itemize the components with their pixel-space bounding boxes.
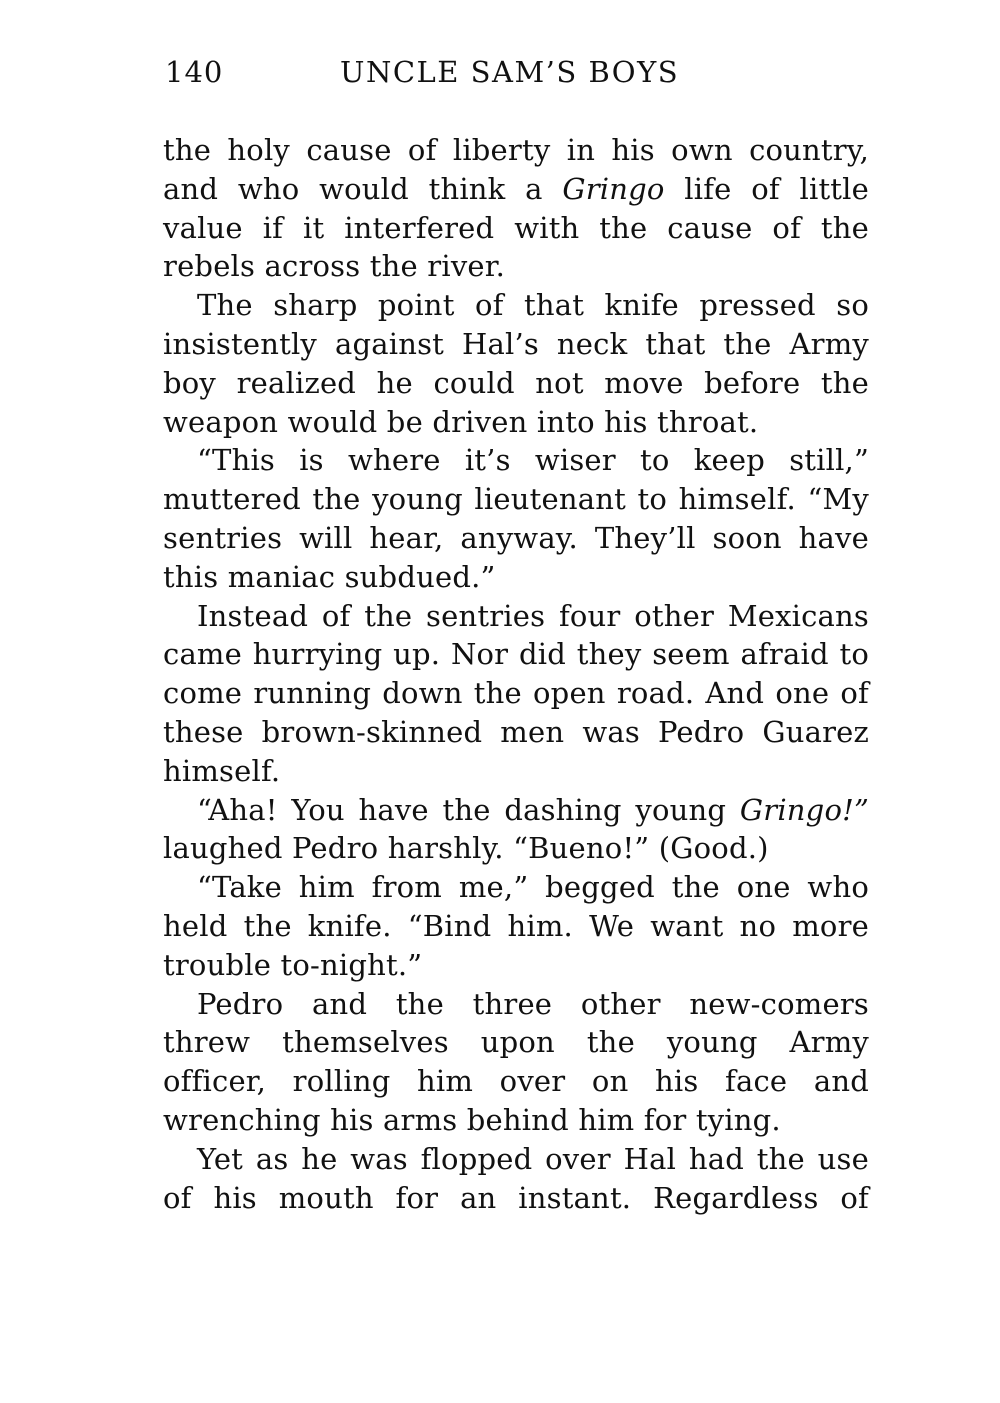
- book-title: UNCLE SAM’S BOYS: [340, 55, 680, 89]
- italic-word: Gringo!”: [739, 792, 869, 827]
- paragraph-6: “Take him from me,” begged the one who held the knife. “Bind him. We want no more trouble to-night.”: [163, 870, 869, 982]
- paragraph-5: [163, 791, 869, 869]
- running-header: [165, 52, 870, 92]
- paragraph-8: Yet as he was flopped over Hal had the use of his mouth for an instant. Regardless of: [163, 1141, 869, 1215]
- paragraph-1: [163, 131, 869, 286]
- page-number: 140: [165, 55, 224, 89]
- paragraph-2: The sharp point of that knife pressed so insistently against Hal’s neck that the Army boy realized he could not move before the weapon would be driven into his throat.: [163, 288, 869, 439]
- text-line: across the river.: [264, 249, 506, 284]
- text-line: the holy cause of liberty in his own country,: [163, 133, 869, 167]
- paragraph-7: Pedro and the three other new-comers threw themselves upon the young Army officer, rolling him over on his face and wrenching his arms behind him for tying.: [163, 986, 869, 1137]
- body-text: [163, 131, 869, 1217]
- text-segment: laughed Pedro harshly. “Bueno!” (Good.): [163, 831, 769, 866]
- text-line: and who would think a: [163, 171, 543, 206]
- paragraph-4: Instead of the sentries four other Mexicans came hurrying up. Nor did they seem afraid to come running down the open road. And one of these brown-skinned men was Pedro Guarez himself.: [163, 598, 869, 788]
- italic-word: Gringo: [562, 171, 665, 206]
- text-line: if it interfered with the cause of the rebels: [163, 210, 869, 284]
- paragraph-3: “This is where it’s wiser to keep still,” muttered the young lieutenant to himself. “My sentries will hear, anyway. They’ll soon have this maniac subdued.”: [163, 443, 869, 594]
- text-line: life of little value: [163, 171, 869, 245]
- text-segment: “Aha! You have the dashing young: [197, 792, 727, 827]
